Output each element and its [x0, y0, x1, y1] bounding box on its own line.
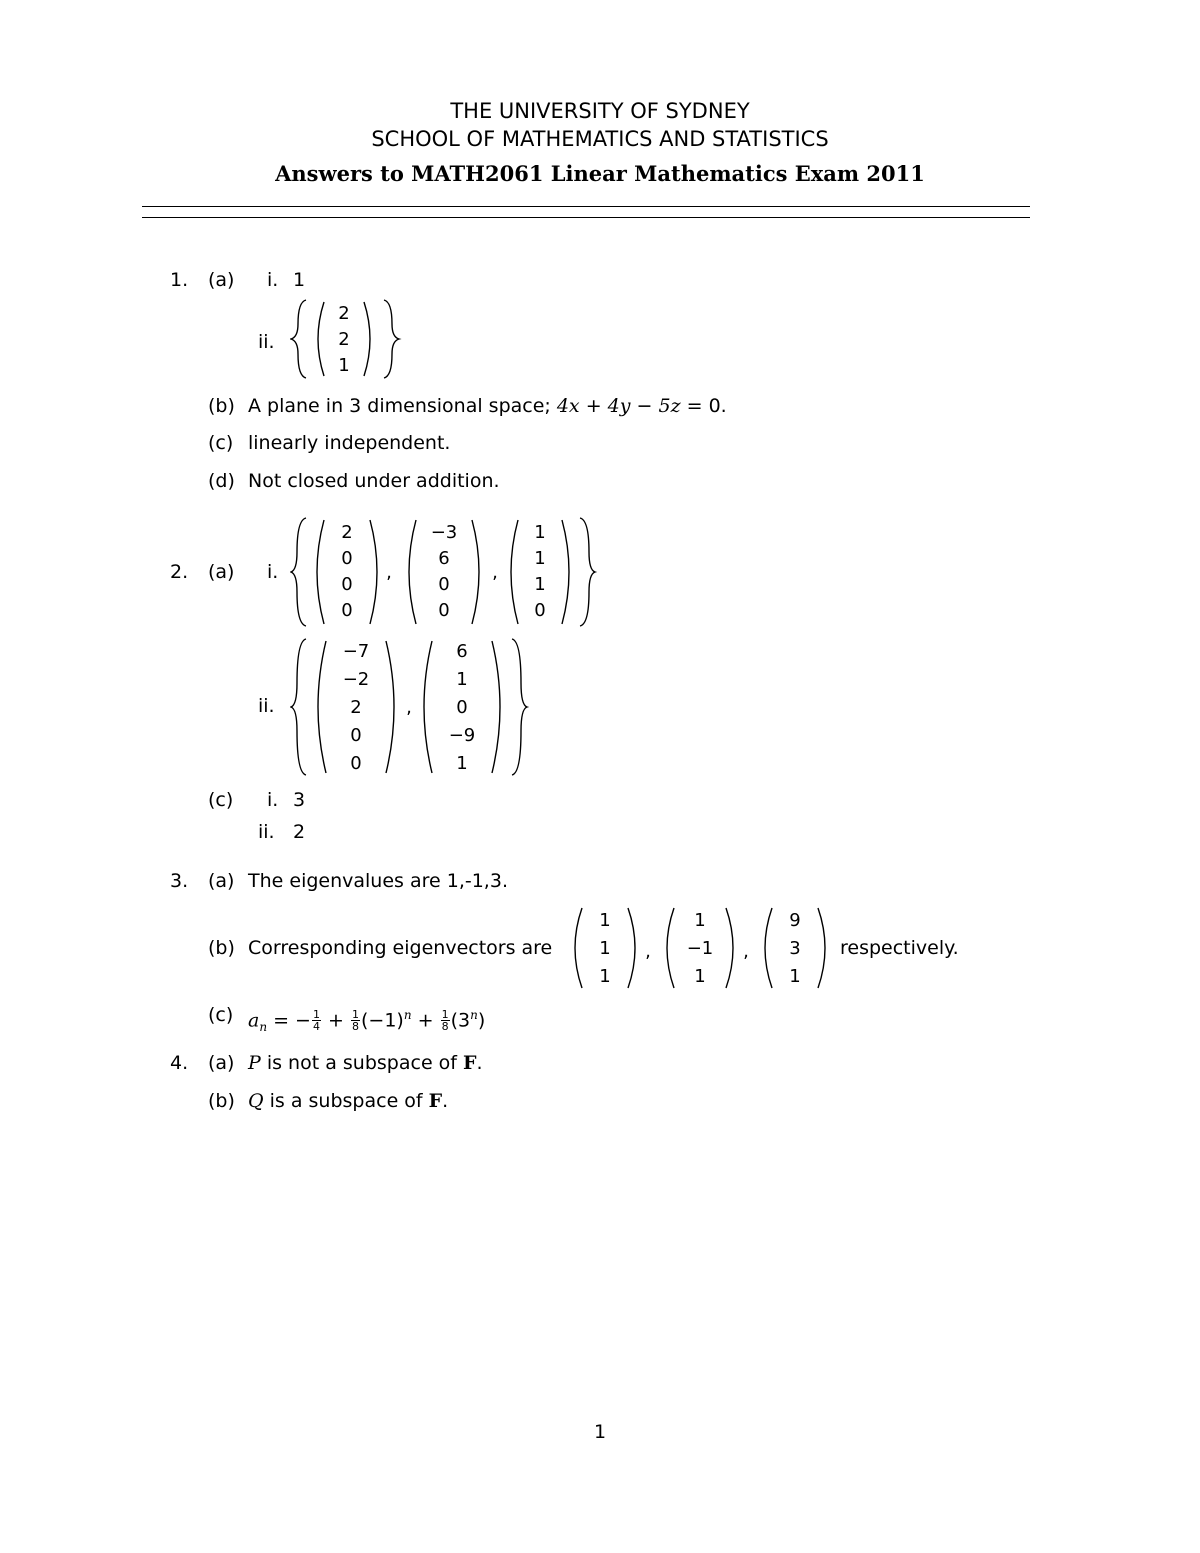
q1-a-i-answer: 1: [293, 269, 306, 291]
q4-a-text: is not a subspace of: [260, 1052, 464, 1074]
vector-entry: −9: [448, 725, 476, 746]
fraction: $\frac{1}{8}$: [441, 1007, 449, 1034]
vector-entry: 0: [350, 725, 362, 746]
set-brace-left: [291, 300, 306, 378]
q1-c-label: (c): [208, 432, 234, 454]
paren-right: [472, 520, 479, 624]
vector-entry: 3: [789, 938, 801, 959]
vector-entry: 1: [694, 966, 706, 987]
q3-c-label: (c): [208, 1004, 234, 1026]
q3-a-answer: The eigenvalues are 1,-1,3.: [248, 870, 508, 892]
school-name: SCHOOL OF MATHEMATICS AND STATISTICS: [371, 127, 829, 151]
field-symbol: F: [463, 1052, 477, 1074]
paren-left: [424, 641, 432, 773]
q2-a-ii-vector-set: [290, 633, 535, 781]
vector-entry: 0: [438, 600, 450, 621]
paren-right: [492, 641, 500, 773]
vector-entry: 0: [341, 574, 353, 595]
q1-d-answer: Not closed under addition.: [248, 470, 500, 492]
q4-a-answer: P is not a subspace of F.: [248, 1052, 483, 1074]
vector-entry: 1: [534, 522, 546, 543]
q2-a-i-label: i.: [267, 561, 279, 583]
question-1-number: 1.: [170, 269, 189, 291]
q3-b-label: (b): [208, 937, 235, 959]
q2-c-i-label: i.: [267, 789, 279, 811]
q4-b-label: (b): [208, 1090, 235, 1112]
q1-b-label: (b): [208, 395, 235, 417]
vector-entry: 2: [341, 522, 353, 543]
paren-right: [628, 908, 635, 988]
vector-entry: 1: [599, 910, 611, 931]
paren-right: [562, 520, 569, 624]
paren-right: [386, 641, 394, 773]
set-variable: P: [248, 1052, 261, 1074]
q1-b-answer: [248, 397, 727, 416]
paren-right: [818, 908, 825, 988]
vector-entry: 6: [456, 641, 468, 662]
fraction: $\frac{1}{4}$: [312, 1007, 320, 1034]
vector-entry: 1: [338, 355, 350, 376]
formula-op: +: [321, 1009, 350, 1032]
vector-entry: −3: [430, 522, 458, 543]
paren-left: [575, 908, 582, 988]
q1-a-i-label: i.: [267, 269, 279, 291]
formula-op: +: [411, 1009, 440, 1032]
eq-op: +: [579, 395, 608, 417]
set-brace-right: [384, 300, 399, 378]
vector-entry: 1: [534, 548, 546, 569]
set-brace-right: [512, 639, 527, 775]
vector-entry: 1: [599, 938, 611, 959]
q3-c-formula: [248, 1000, 485, 1042]
q2-a-label: (a): [208, 561, 235, 583]
vector-entry: 2: [338, 303, 350, 324]
q1-b-text: A plane in 3 dimensional space;: [248, 395, 557, 417]
vector-entry: 1: [694, 910, 706, 931]
formula-sub: n: [259, 1020, 268, 1035]
vector-entry: 6: [438, 548, 450, 569]
vector-entry: 1: [456, 669, 468, 690]
vector-entry: 1: [789, 966, 801, 987]
eq-term: 4x: [556, 395, 580, 417]
set-variable: Q: [248, 1090, 264, 1112]
formula-sup: n: [403, 1008, 412, 1022]
paren-left: [317, 520, 324, 624]
formula-eq: = −: [267, 1009, 311, 1032]
vector-entry: 0: [456, 697, 468, 718]
university-name: THE UNIVERSITY OF SYDNEY: [450, 99, 750, 123]
paren-left: [318, 302, 324, 376]
formula-sup: n: [470, 1008, 478, 1022]
q3-b-text: Corresponding eigenvectors are: [248, 937, 553, 959]
paren-left: [318, 641, 326, 773]
q2-c-ii-label: ii.: [258, 821, 275, 843]
paren-left: [667, 908, 674, 988]
q4-b-answer: Q is a subspace of F.: [248, 1090, 449, 1112]
vector-entry: 0: [341, 548, 353, 569]
q2-a-i-vector-set: [290, 512, 600, 632]
comma: ,: [645, 941, 651, 962]
vector-entry: 1: [534, 574, 546, 595]
vector-entry: 1: [599, 966, 611, 987]
q1-a-ii-vector-set: [290, 294, 410, 384]
formula-term: ): [477, 1009, 486, 1032]
field-symbol: F: [428, 1090, 443, 1112]
formula-term: (3: [450, 1009, 471, 1032]
comma: ,: [492, 562, 498, 583]
paren-left: [765, 908, 772, 988]
q3-a-label: (a): [208, 870, 235, 892]
paren-left: [409, 520, 416, 624]
comma: ,: [406, 697, 412, 718]
eq-term: 5z: [658, 395, 681, 417]
question-3-number: 3.: [170, 870, 189, 892]
document-title: Answers to MATH2061 Linear Mathematics Exam 2011: [275, 161, 925, 186]
q3-b-eigenvectors: [568, 902, 838, 994]
vector-entry: −7: [342, 641, 370, 662]
vector-entry: 0: [350, 753, 362, 774]
vector-entry: 0: [341, 600, 353, 621]
q2-c-i-answer: 3: [293, 789, 306, 811]
q4-a-label: (a): [208, 1052, 235, 1074]
fraction: $\frac{1}{8}$: [351, 1007, 359, 1034]
q1-a-ii-label: ii.: [258, 331, 275, 353]
eq-term: 4y: [607, 395, 631, 417]
paren-right: [726, 908, 733, 988]
question-4-number: 4.: [170, 1052, 189, 1074]
q1-a-label: (a): [208, 269, 235, 291]
vector-entry: 9: [789, 910, 801, 931]
formula-term: (−1): [360, 1009, 404, 1032]
q2-a-ii-label: ii.: [258, 695, 275, 717]
vector-entry: 2: [350, 697, 362, 718]
formula-var: a: [248, 1009, 260, 1032]
eq-op: −: [630, 395, 659, 417]
vector-entry: 0: [534, 600, 546, 621]
vector-entry: −2: [342, 669, 370, 690]
eq-rest: = 0.: [680, 395, 727, 417]
header-rule-top: [142, 206, 1030, 207]
paren-right: [364, 302, 370, 376]
set-brace-right: [580, 518, 595, 626]
paren-right: [370, 520, 377, 624]
set-brace-left: [291, 518, 306, 626]
header-rule-bottom: [142, 217, 1030, 218]
q2-c-label: (c): [208, 789, 234, 811]
q4-b-text: is a subspace of: [263, 1090, 429, 1112]
q1-c-answer: linearly independent.: [248, 432, 451, 454]
set-brace-left: [291, 639, 306, 775]
paren-left: [511, 520, 518, 624]
vector-entry: −1: [686, 938, 714, 959]
vector-entry: 2: [338, 329, 350, 350]
q3-b-suffix: respectively.: [840, 937, 959, 959]
comma: ,: [386, 562, 392, 583]
question-2-number: 2.: [170, 561, 189, 583]
comma: ,: [743, 941, 749, 962]
q2-c-ii-answer: 2: [293, 821, 306, 843]
q1-d-label: (d): [208, 470, 235, 492]
vector-entry: 0: [438, 574, 450, 595]
page-number: 1: [593, 1421, 607, 1443]
vector-entry: 1: [456, 753, 468, 774]
